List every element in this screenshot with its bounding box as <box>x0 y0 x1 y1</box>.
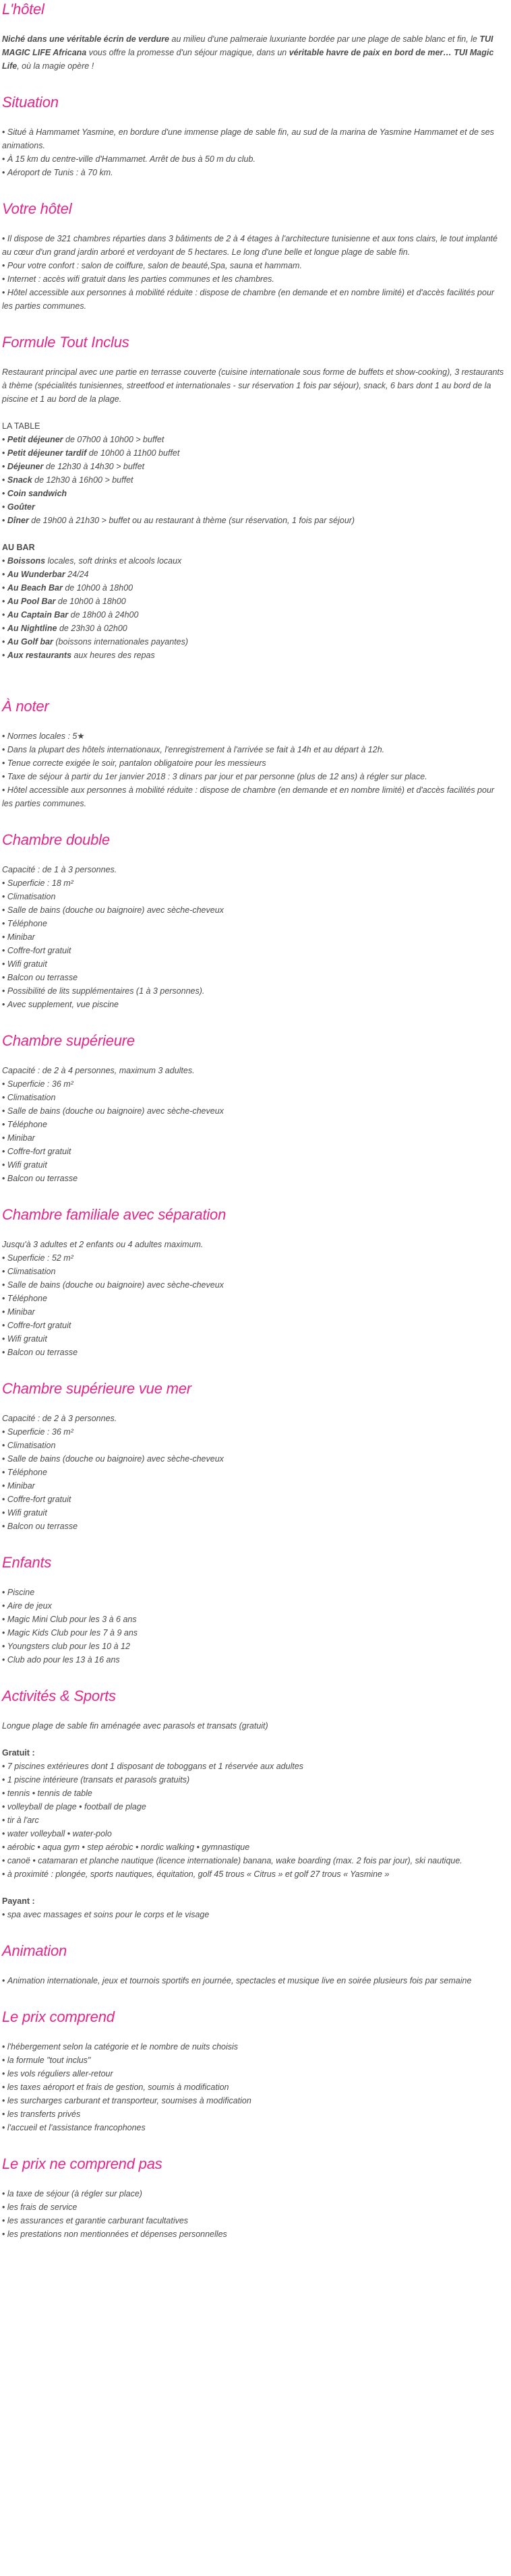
section-activites <box>2 1687 505 1921</box>
list-item: • Balcon ou terrasse <box>2 971 505 984</box>
item-label: Au Captain Bar <box>7 610 69 620</box>
list-item: • les frais de service <box>2 2200 505 2214</box>
enfants-list <box>2 1586 505 1667</box>
item-label: Au Pool Bar <box>7 597 56 606</box>
list-item: • Téléphone <box>2 1292 505 1305</box>
item-detail: de 10h00 à 11h00 buffet <box>86 448 180 458</box>
list-item: • À 15 km du centre-ville d'Hammamet. Arrêt de bus à 50 m du club. <box>2 152 505 166</box>
list-item: • Internet : accès wifi gratuit dans les parties communes et les chambres. <box>2 272 505 286</box>
list-item: • water volleyball • water-polo <box>2 1827 505 1840</box>
list-item: • à proximité : plongée, sports nautiques, équitation, golf 45 trous « Citrus » et golf 27 trous « Yasmine » <box>2 1867 505 1881</box>
intro-text-part: , où la magie opère ! <box>17 61 94 71</box>
section-prix-comprend <box>2 2008 505 2134</box>
section-animation <box>2 1942 505 1987</box>
section-title-ne-comprend: Le prix ne comprend pas <box>2 2155 162 2172</box>
list-item: • Minibar <box>2 1305 505 1319</box>
room-title: Chambre double <box>2 831 110 848</box>
table-schedule-list <box>2 433 505 527</box>
list-item: • Salle de bains (douche ou baignoire) avec sèche-cheveux <box>2 1452 505 1466</box>
list-item: • Aéroport de Tunis : à 70 km. <box>2 166 505 179</box>
room-capacity: Capacité : de 2 à 3 personnes. <box>2 1414 117 1423</box>
list-item: • les transferts privés <box>2 2107 505 2121</box>
list-item <box>2 473 505 487</box>
list-item: • tir à l'arc <box>2 1814 505 1827</box>
list-item: • Salle de bains (douche ou baignoire) avec sèche-cheveux <box>2 1278 505 1292</box>
list-item: • spa avec massages et soins pour le corps et le visage <box>2 1908 505 1921</box>
section-situation <box>2 93 505 179</box>
list-item: • Coffre-fort gratuit <box>2 1493 505 1506</box>
list-item: • Magic Mini Club pour les 3 à 6 ans <box>2 1613 505 1626</box>
item-detail: de 12h30 à 16h00 > buffet <box>32 475 133 485</box>
gratuit-label: Gratuit : <box>2 1748 35 1758</box>
item-label: Aux restaurants <box>7 651 72 660</box>
list-item: • les surcharges carburant et transporteur, soumises à modification <box>2 2094 505 2107</box>
list-item: • Wifi gratuit <box>2 957 505 971</box>
list-item: • Coffre-fort gratuit <box>2 1145 505 1158</box>
room-features-list <box>2 1077 505 1185</box>
list-item: • Superficie : 52 m² <box>2 1251 505 1265</box>
payant-list <box>2 1908 505 1921</box>
list-item: • volleyball de plage • football de plage <box>2 1800 505 1814</box>
intro-text-part: véritable havre de paix en bord de mer… TUI Magic Life <box>2 48 494 71</box>
section-prix-ne-comprend <box>2 2155 505 2241</box>
section-title-hotel: Votre hôtel <box>2 200 72 217</box>
section-title-formule: Formule Tout Inclus <box>2 334 129 351</box>
list-item: • Wifi gratuit <box>2 1506 505 1520</box>
list-item: • Possibilité de lits supplémentaires (1 à 3 personnes). <box>2 984 505 998</box>
item-detail: de 23h30 à 02h00 <box>57 624 127 633</box>
list-item: • Balcon ou terrasse <box>2 1172 505 1185</box>
item-detail: de 12h30 à 14h30 > buffet <box>43 462 145 471</box>
item-detail: aux heures des repas <box>71 651 155 660</box>
item-label: Dîner <box>7 516 29 525</box>
list-item: • Climatisation <box>2 890 505 903</box>
section-title-enfants: Enfants <box>2 1554 52 1571</box>
list-item: • Téléphone <box>2 917 505 930</box>
activites-lead: Longue plage de sable fin aménagée avec parasols et transats (gratuit) <box>2 1721 268 1731</box>
section-title-noter: À noter <box>2 698 49 715</box>
item-detail: de 10h00 à 18h00 <box>55 597 126 606</box>
list-item: • tennis • tennis de table <box>2 1787 505 1800</box>
section-room <box>2 1031 505 1185</box>
item-label: Snack <box>7 475 32 485</box>
list-item: • la formule "tout inclus" <box>2 2054 505 2067</box>
intro-paragraph <box>2 32 505 73</box>
item-label: Boissons <box>7 556 46 566</box>
list-item: • Salle de bains (douche ou baignoire) avec sèche-cheveux <box>2 903 505 917</box>
intro-text-part: TUI MAGIC LIFE Africana <box>2 34 493 57</box>
room-features-list <box>2 1251 505 1359</box>
list-item: • Magic Kids Club pour les 7 à 9 ans <box>2 1626 505 1640</box>
section-title-comprend: Le prix comprend <box>2 2008 115 2025</box>
bar-label: AU BAR <box>2 543 35 552</box>
item-detail: de 19h00 à 21h30 > buffet ou au restaurant à thème (sur réservation, 1 fois par séjour) <box>28 516 355 525</box>
list-item <box>2 635 505 649</box>
section-title-situation: Situation <box>2 94 59 111</box>
section-room <box>2 1205 505 1359</box>
list-item <box>2 514 505 527</box>
room-title: Chambre supérieure vue mer <box>2 1380 191 1397</box>
list-item: • Minibar <box>2 1131 505 1145</box>
section-a-noter <box>2 697 505 810</box>
list-item: • Superficie : 36 m² <box>2 1077 505 1091</box>
list-item: • les assurances et garantie carburant facultatives <box>2 2214 505 2227</box>
ne-comprend-list <box>2 2187 505 2241</box>
list-item: • les vols réguliers aller-retour <box>2 2067 505 2080</box>
list-item: • Normes locales : 5★ <box>2 729 505 743</box>
item-detail: locales, soft drinks et alcools locaux <box>45 556 182 566</box>
section-hotel-intro <box>2 0 505 73</box>
list-item: • Superficie : 18 m² <box>2 876 505 890</box>
list-item: • aérobic • aqua gym • step aérobic • nordic walking • gymnastique <box>2 1840 505 1854</box>
room-features-list <box>2 1425 505 1533</box>
item-label: Petit déjeuner <box>7 435 63 444</box>
list-item <box>2 554 505 568</box>
list-item: • Club ado pour les 13 à 16 ans <box>2 1653 505 1667</box>
room-title: Chambre familiale avec séparation <box>2 1206 227 1223</box>
bar-schedule-list <box>2 554 505 662</box>
comprend-list <box>2 2040 505 2134</box>
list-item: • Climatisation <box>2 1265 505 1278</box>
room-features-list <box>2 876 505 1011</box>
item-label: Au Wunderbar <box>7 570 65 579</box>
list-item: • Téléphone <box>2 1118 505 1131</box>
list-item <box>2 568 505 581</box>
list-item: • Animation internationale, jeux et tournois sportifs en journée, spectacles et musique live en soirée plusieurs fois par semaine <box>2 1974 505 1987</box>
list-item: • Piscine <box>2 1586 505 1599</box>
room-capacity: Jusqu'à 3 adultes et 2 enfants ou 4 adultes maximum. <box>2 1240 204 1249</box>
item-detail: (boissons internationales payantes) <box>53 637 189 647</box>
list-item <box>2 649 505 662</box>
list-item: • Dans la plupart des hôtels internationaux, l'enregistrement à l'arrivée se fait à 14h et au départ à 12h. <box>2 743 505 756</box>
list-item: • Avec supplement, vue piscine <box>2 998 505 1011</box>
list-item: • Coffre-fort gratuit <box>2 944 505 957</box>
list-item <box>2 487 505 500</box>
payant-label: Payant : <box>2 1896 35 1906</box>
list-item: • Coffre-fort gratuit <box>2 1319 505 1332</box>
list-item: • canoë • catamaran et planche nautique (licence internationale) banana, wake boarding (max. 2 fois par jour), ski nautique. <box>2 1854 505 1867</box>
list-item: • Balcon ou terrasse <box>2 1520 505 1533</box>
list-item: • l'hébergement selon la catégorie et le nombre de nuits choisis <box>2 2040 505 2054</box>
list-item <box>2 622 505 635</box>
list-item: • Minibar <box>2 1479 505 1493</box>
item-detail: de 18h00 à 24h00 <box>68 610 139 620</box>
room-capacity: Capacité : de 2 à 4 personnes, maximum 3 adultes. <box>2 1066 195 1075</box>
section-title-animation: Animation <box>2 1942 67 1959</box>
list-item: • Téléphone <box>2 1466 505 1479</box>
section-votre-hotel <box>2 200 505 313</box>
hotel-features-list <box>2 232 505 313</box>
section-title-activites: Activités & Sports <box>2 1687 116 1704</box>
list-item: • Situé à Hammamet Yasmine, en bordure d'une immense plage de sable fin, au sud de la marina de Yasmine Hammamet et de ses animations. <box>2 125 505 152</box>
list-item: • l'accueil et l'assistance francophones <box>2 2121 505 2134</box>
list-item: • Minibar <box>2 930 505 944</box>
intro-text-part: vous offre la promesse d'un séjour magique, dans un <box>86 48 289 57</box>
list-item: • Climatisation <box>2 1091 505 1104</box>
list-item: • Wifi gratuit <box>2 1158 505 1172</box>
list-item: • Taxe de séjour à partir du 1er janvier 2018 : 3 dinars par jour et par personne (plus de 12 ans) à régler sur place. <box>2 770 505 783</box>
formule-lead: Restaurant principal avec une partie en terrasse couverte (cuisine internationale sous forme de buffets et show-cooking), 3 restaurants à thème (spécialités tunisiennes, streetfood et internationales - sur réservation 1 fois par séjour), snack, 6 bars dont 1 au bord de la piscine et 1 au bord de la plage. <box>2 367 504 404</box>
list-item <box>2 581 505 595</box>
situation-list <box>2 125 505 179</box>
list-item <box>2 433 505 446</box>
list-item: • la taxe de séjour (à régler sur place) <box>2 2187 505 2200</box>
list-item: • les taxes aéroport et frais de gestion, soumis à modification <box>2 2080 505 2094</box>
item-label: Coin sandwich <box>7 489 67 498</box>
item-label: Au Nightline <box>7 624 57 633</box>
list-item: • Il dispose de 321 chambres réparties dans 3 bâtiments de 2 à 4 étages à l'architecture tunisienne et aux tons clairs, le tout implanté au cœur d'un grand jardin arboré et verdoyant de 5 hectares. Le long d'une belle et longue plage de sable fin. <box>2 232 505 259</box>
rooms-container <box>2 831 505 1533</box>
gratuit-list <box>2 1760 505 1881</box>
list-item: • Superficie : 36 m² <box>2 1425 505 1439</box>
item-detail: de 07h00 à 10h00 > buffet <box>63 435 164 444</box>
section-room <box>2 1379 505 1533</box>
list-item: • Climatisation <box>2 1439 505 1452</box>
list-item <box>2 446 505 460</box>
list-item: • Wifi gratuit <box>2 1332 505 1346</box>
section-title-intro: L'hôtel <box>2 1 44 18</box>
list-item: • Hôtel accessible aux personnes à mobilité réduite : dispose de chambre (en demande et en nombre limité) et d'accès facilités pour les parties communes. <box>2 286 505 313</box>
list-item: • Hôtel accessible aux personnes à mobilité réduite : dispose de chambre (en demande et en nombre limité) et d'accès facilités pour les parties communes. <box>2 783 505 810</box>
intro-text-part: au milieu d'une palmeraie luxuriante bordée par une plage de sable blanc et fin, le <box>169 34 480 44</box>
section-enfants <box>2 1553 505 1667</box>
list-item: • Salle de bains (douche ou baignoire) avec sèche-cheveux <box>2 1104 505 1118</box>
section-formule <box>2 333 505 662</box>
list-item: • Aire de jeux <box>2 1599 505 1613</box>
list-item: • Tenue correcte exigée le soir, pantalon obligatoire pour les messieurs <box>2 756 505 770</box>
room-title: Chambre supérieure <box>2 1032 135 1049</box>
item-label: Au Beach Bar <box>7 583 63 593</box>
list-item: • 1 piscine intérieure (transats et parasols gratuits) <box>2 1773 505 1787</box>
item-label: Au Golf bar <box>7 637 53 647</box>
list-item: • les prestations non mentionnées et dépenses personnelles <box>2 2227 505 2241</box>
noter-list <box>2 729 505 810</box>
list-item <box>2 595 505 608</box>
item-label: Déjeuner <box>7 462 44 471</box>
item-label: Petit déjeuner tardif <box>7 448 87 458</box>
list-item <box>2 460 505 473</box>
list-item: • Balcon ou terrasse <box>2 1346 505 1359</box>
list-item: • Pour votre confort : salon de coiffure, salon de beauté,Spa, sauna et hammam. <box>2 259 505 272</box>
item-label: Goûter <box>7 502 35 512</box>
intro-text-part: Niché dans une véritable écrin de verdure <box>2 34 170 44</box>
list-item <box>2 500 505 514</box>
item-detail: 24/24 <box>65 570 89 579</box>
table-label: LA TABLE <box>2 421 40 431</box>
item-detail: de 10h00 à 18h00 <box>62 583 133 593</box>
room-capacity: Capacité : de 1 à 3 personnes. <box>2 865 117 874</box>
animation-list <box>2 1974 505 1987</box>
list-item <box>2 608 505 622</box>
list-item: • 7 piscines extérieures dont 1 disposant de toboggans et 1 réservée aux adultes <box>2 1760 505 1773</box>
list-item: • Youngsters club pour les 10 à 12 <box>2 1640 505 1653</box>
section-room <box>2 831 505 1011</box>
